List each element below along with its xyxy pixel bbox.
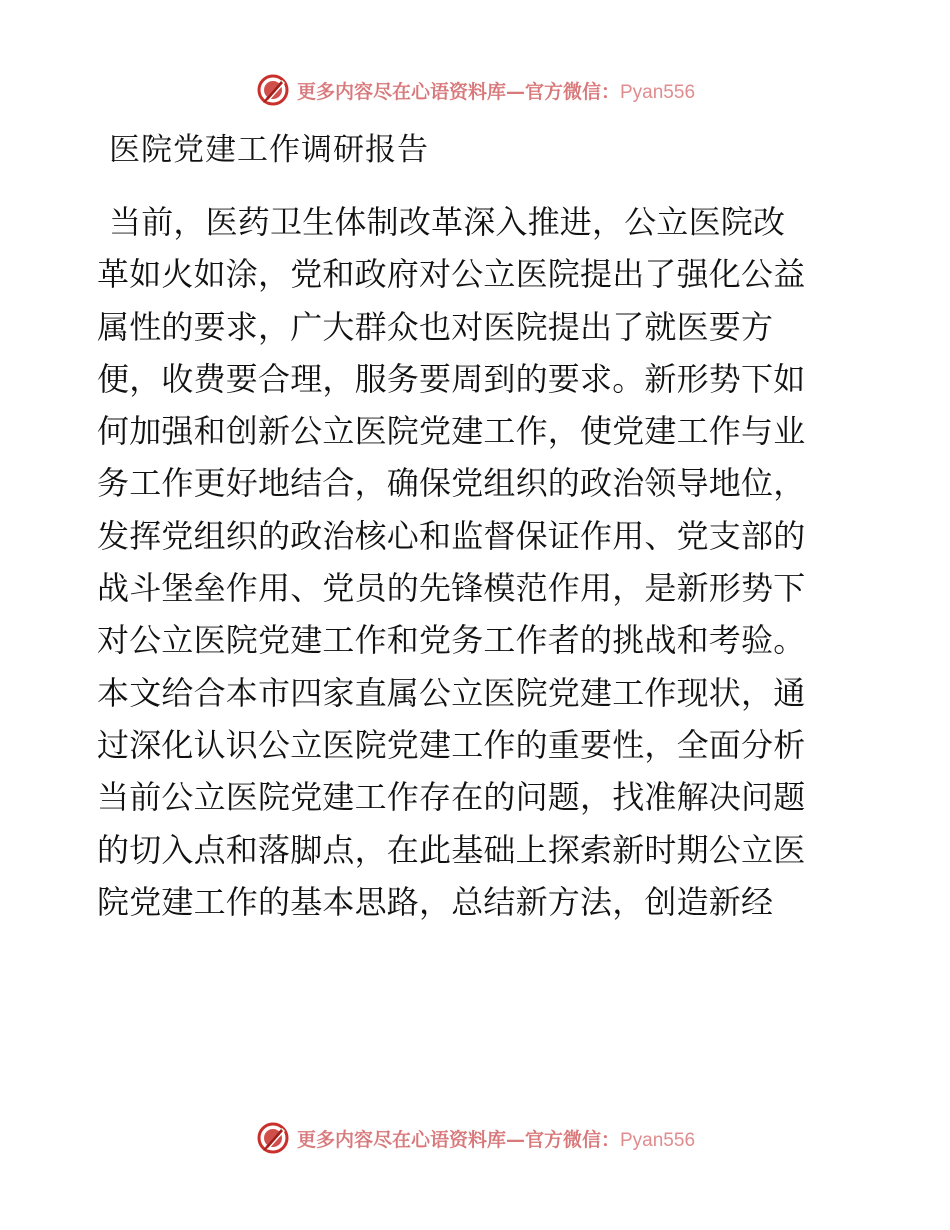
body-line: 当前，医药卫生体制改革深入推进，公立医院改	[109, 203, 786, 241]
body-line: 战斗堡垒作用、党员的先锋模范作用，是新形势下	[97, 569, 806, 608]
footer-banner-content	[255, 1120, 695, 1156]
body-line: 过深化认识公立医院党建工作的重要性，全面分析	[97, 725, 806, 764]
body-line: 务工作更好地结合，确保党组织的政治领导地位，	[97, 464, 806, 503]
footer-banner	[0, 1118, 950, 1158]
document-title: 医院党建工作调研报告	[109, 132, 429, 168]
pen-circle-logo-icon	[255, 72, 291, 108]
body-line: 属性的要求，广大群众也对医院提出了就医要方	[97, 307, 774, 346]
header-banner-text: 更多内容尽在心语资料库—官方微信：Pyan556	[296, 80, 696, 103]
body-line: 对公立医院党建工作和党务工作者的挑战和考验。	[97, 621, 806, 660]
body-line: 的切入点和落脚点，在此基础上探索新时期公立医	[97, 830, 806, 869]
body-line: 本文给合本市四家直属公立医院党建工作现状，通	[97, 673, 806, 712]
footer-banner-contact: Pyan556	[620, 1129, 696, 1151]
pen-circle-logo-icon	[255, 1120, 291, 1156]
document-body	[97, 196, 857, 928]
body-line: 当前公立医院党建工作存在的问题，找准解决问题	[97, 778, 806, 817]
body-line: 院党建工作的基本思路，总结新方法，创造新经	[97, 882, 774, 921]
body-line: 何加强和创新公立医院党建工作，使党建工作与业	[97, 412, 806, 451]
header-banner-content	[255, 72, 695, 108]
footer-banner-text: 更多内容尽在心语资料库—官方微信：Pyan556	[296, 1128, 696, 1151]
header-banner	[0, 70, 950, 110]
header-banner-contact: Pyan556	[620, 81, 696, 103]
body-line: 革如火如涂，党和政府对公立医院提出了强化公益	[97, 255, 806, 294]
body-line: 便，收费要合理，服务要周到的要求。新形势下如	[97, 359, 806, 398]
body-line: 发挥党组织的政治核心和监督保证作用、党支部的	[97, 516, 806, 555]
